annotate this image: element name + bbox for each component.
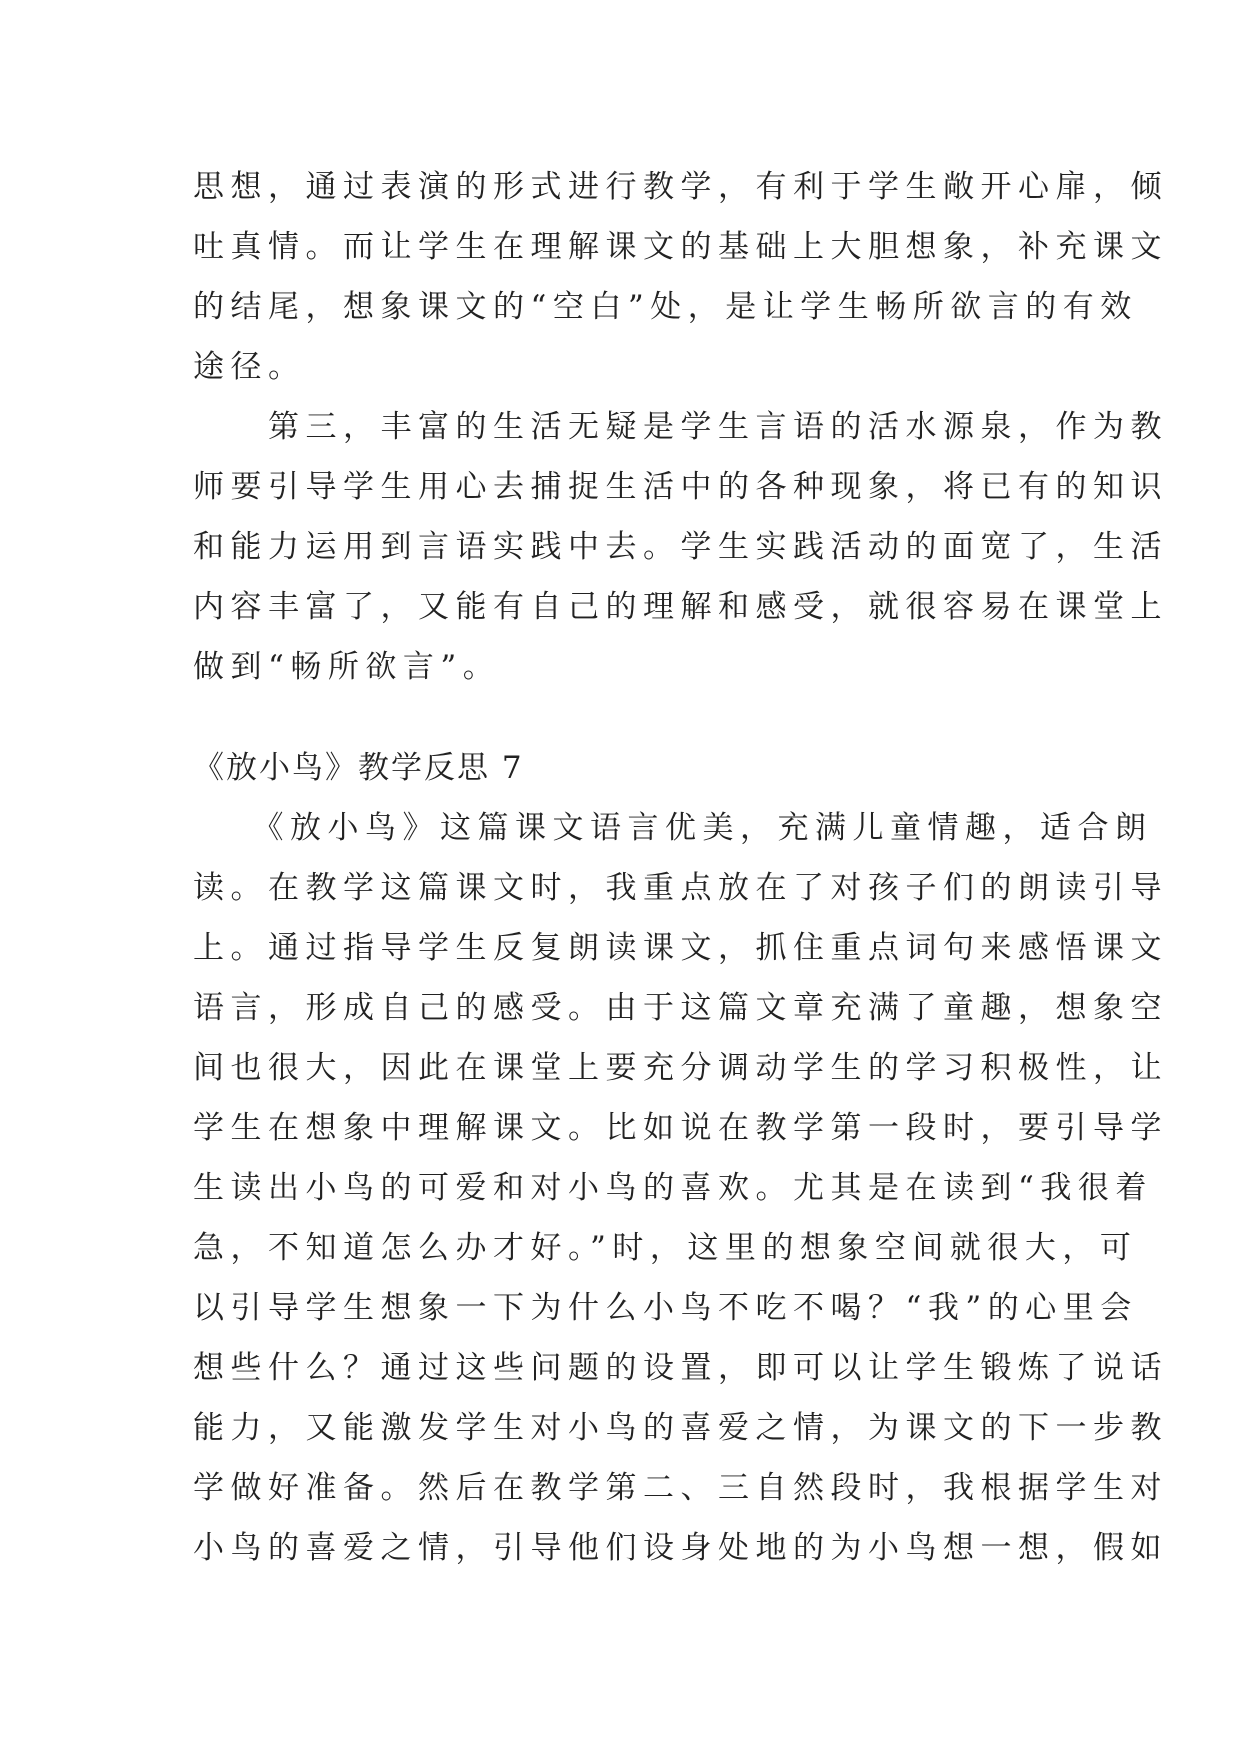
paragraph-line: 间也很大，因此在课堂上要充分调动学生的学习积极性，让 <box>193 1050 1168 1086</box>
section-heading: 《放小鸟》教学反思 7 <box>193 750 524 786</box>
paragraph-line: 内容丰富了，又能有自己的理解和感受，就很容易在课堂上 <box>193 589 1168 625</box>
paragraph-line: 语言，形成自己的感受。由于这篇文章充满了童趣，想象空 <box>193 990 1168 1026</box>
paragraph-line: 想些什么？通过这些问题的设置，即可以让学生锻炼了说话 <box>193 1350 1168 1386</box>
paragraph-line: 思想，通过表演的形式进行教学，有利于学生敞开心扉，倾 <box>193 169 1168 205</box>
paragraph-line: 吐真情。而让学生在理解课文的基础上大胆想象，补充课文 <box>193 229 1168 265</box>
paragraph-line: 途径。 <box>193 349 306 385</box>
paragraph-line: 做到“畅所欲言”。 <box>193 649 501 685</box>
paragraph-line: 能力，又能激发学生对小鸟的喜爱之情，为课文的下一步教 <box>193 1410 1168 1446</box>
paragraph-line: 急，不知道怎么办才好。”时，这里的想象空间就很大，可 <box>193 1230 1138 1266</box>
paragraph-line: 学生在想象中理解课文。比如说在教学第一段时，要引导学 <box>193 1110 1168 1146</box>
paragraph-line: 学做好准备。然后在教学第二、三自然段时，我根据学生对 <box>193 1470 1168 1506</box>
paragraph-line: 和能力运用到言语实践中去。学生实践活动的面宽了，生活 <box>193 529 1168 565</box>
paragraph-line: 师要引导学生用心去捕捉生活中的各种现象，将已有的知识 <box>193 469 1168 505</box>
paragraph-line: 以引导学生想象一下为什么小鸟不吃不喝？“我”的心里会 <box>193 1290 1138 1326</box>
paragraph-line: 第三，丰富的生活无疑是学生言语的活水源泉，作为教 <box>193 409 1168 445</box>
paragraph-line: 读。在教学这篇课文时，我重点放在了对孩子们的朗读引导 <box>193 870 1168 906</box>
paragraph-line: 的结尾，想象课文的“空白”处，是让学生畅所欲言的有效 <box>193 289 1138 325</box>
paragraph-line: 小鸟的喜爱之情，引导他们设身处地的为小鸟想一想，假如 <box>193 1530 1168 1566</box>
paragraph-line: 上。通过指导学生反复朗读课文，抓住重点词句来感悟课文 <box>193 930 1168 966</box>
paragraph-line: 生读出小鸟的可爱和对小鸟的喜欢。尤其是在读到“我很着 <box>193 1170 1153 1206</box>
paragraph-line: 《放小鸟》这篇课文语言优美，充满儿童情趣，适合朗 <box>193 810 1153 846</box>
